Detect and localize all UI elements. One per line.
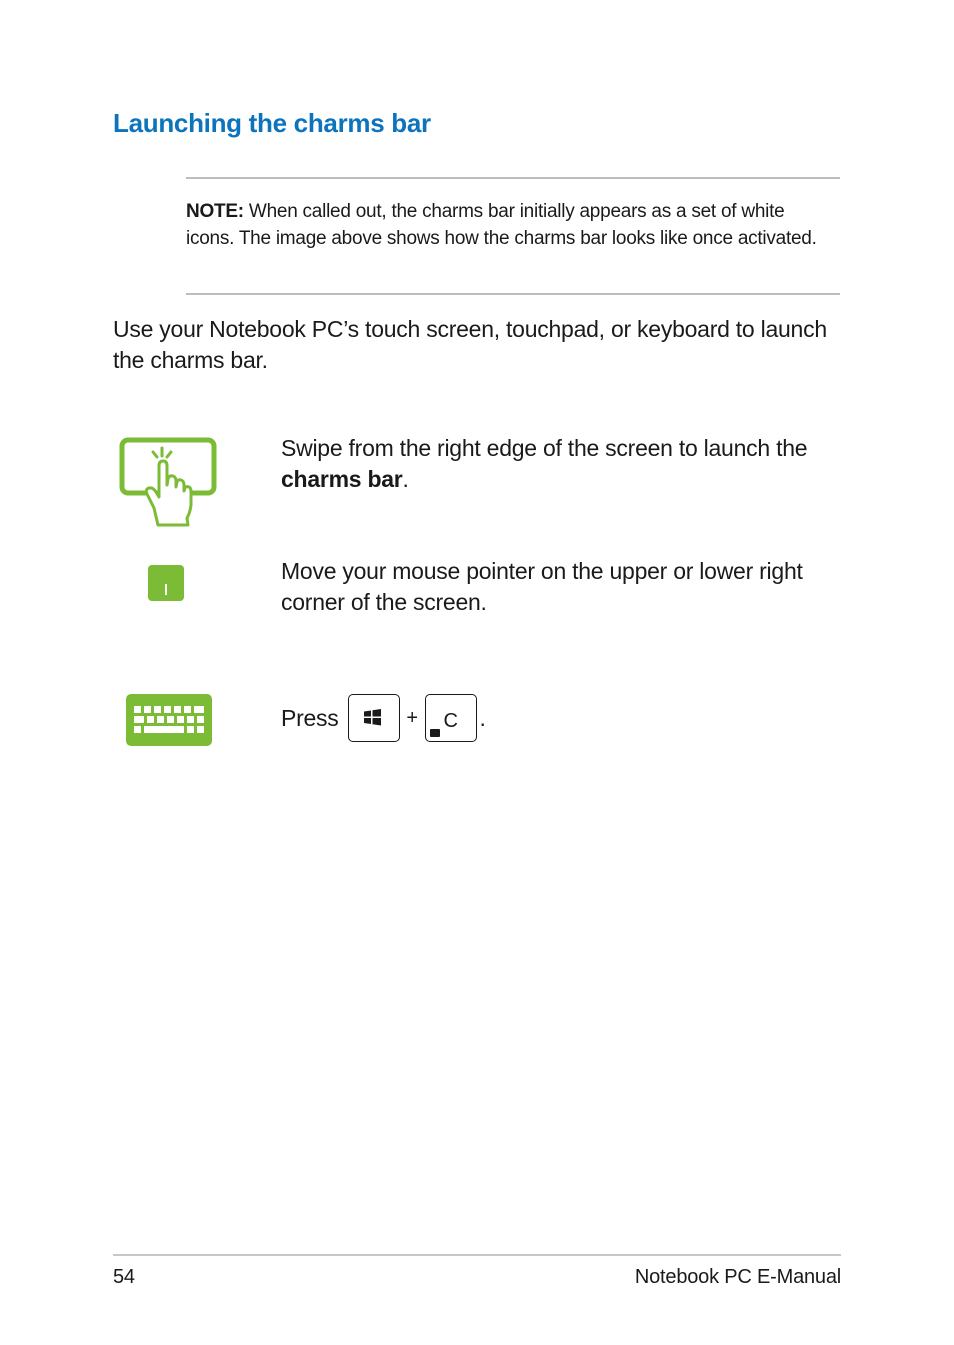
note-box [186, 198, 836, 252]
press-label: Press [281, 704, 339, 731]
mouse-pointer-icon [148, 565, 184, 601]
plus-sign: + [406, 706, 418, 729]
footer-divider [113, 1254, 841, 1256]
mouse-pointer-icon-line [165, 584, 167, 595]
note-top-divider [186, 177, 840, 179]
manual-name: Notebook PC E-Manual [634, 1266, 841, 1288]
windows-key [348, 694, 400, 742]
c-key-secondary-icon [430, 729, 440, 737]
sentence-period: . [479, 704, 486, 731]
touch-gesture-icon [118, 436, 222, 528]
note-text: When called out, the charms bar initially appears as a set of white icons. The image above shows how the charms bar looks like once activated. [186, 201, 817, 249]
touch-method-text: Swipe from the right edge of the screen to launch the charms bar. [281, 435, 808, 492]
c-key-label: C [443, 710, 458, 732]
section-title: Launching the charms bar [113, 108, 431, 138]
c-key [425, 694, 477, 742]
intro-paragraph: Use your Notebook PC’s touch screen, touchpad, or keyboard to launch the charms bar. [113, 316, 827, 373]
windows-logo-icon [347, 693, 399, 741]
page-number: 54 [113, 1266, 135, 1288]
note-label: NOTE: [186, 201, 244, 222]
mouse-method-text: Move your mouse pointer on the upper or lower right corner of the screen. [281, 558, 803, 615]
keyboard-icon [125, 693, 213, 747]
keyboard-method-text [281, 694, 841, 742]
charms-bar-term: charms bar [281, 466, 403, 492]
note-bottom-divider [186, 293, 840, 295]
